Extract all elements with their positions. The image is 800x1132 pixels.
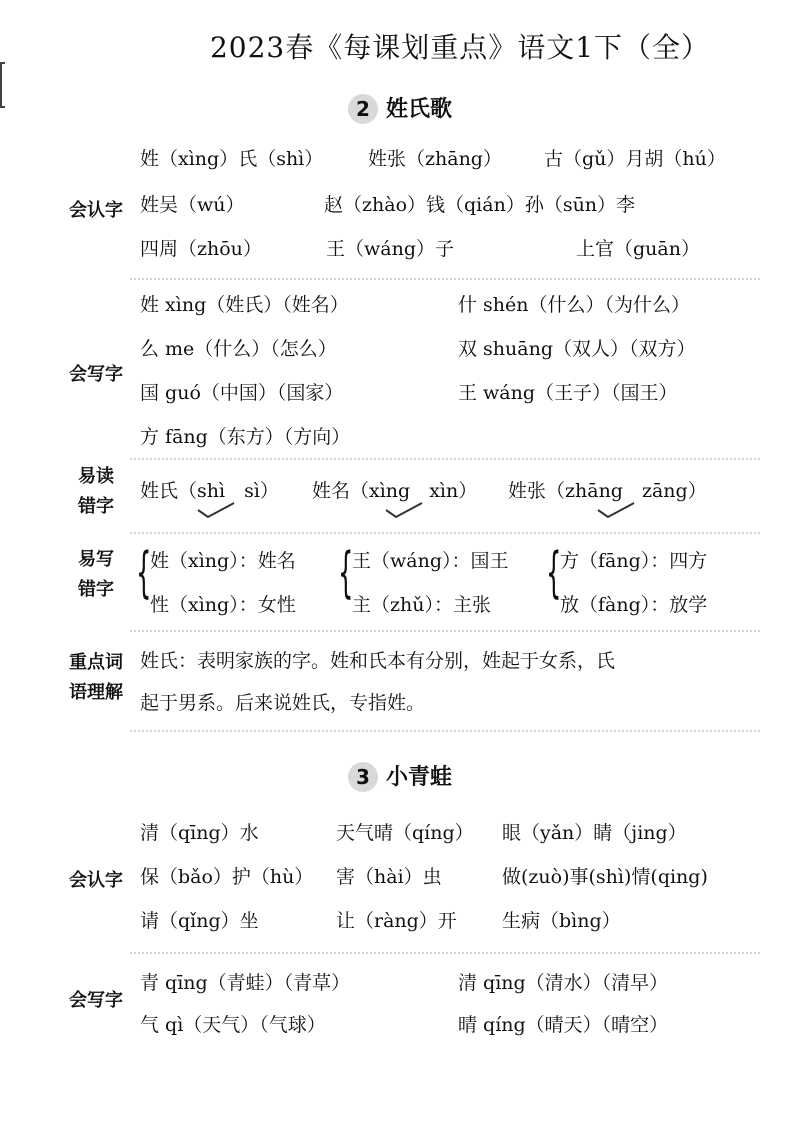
recognize-entry: 清（qīng）水 xyxy=(140,822,259,844)
recognize-entry: 让（ràng）开 xyxy=(336,910,457,932)
key-terms-line: 起于男系。后来说姓氏，专指姓。 xyxy=(140,692,426,714)
recognize-entry: 眼（yǎn）睛（jing） xyxy=(502,822,687,844)
write-row xyxy=(140,334,770,368)
lesson-3-name: 小青蛙 xyxy=(385,765,452,790)
key-terms-label xyxy=(58,648,134,708)
brace-icon: { xyxy=(338,541,354,604)
recognize-label: 会认字 xyxy=(69,200,123,221)
write-entry: 清 qīng（清水）（清早） xyxy=(458,972,669,994)
recognize-row xyxy=(140,234,770,268)
recognize-entry: 保（bǎo）护（hù） xyxy=(140,866,314,888)
write-label: 会写字 xyxy=(69,364,123,385)
recognize-entry: 请（qǐng）坐 xyxy=(140,910,259,932)
recognize-entry: 赵（zhào）钱（qián）孙（sūn）李 xyxy=(324,194,636,216)
miswrite-entry: 性（xìng）：女性 xyxy=(150,594,296,616)
recognize-entry: 天气晴（qíng） xyxy=(336,822,474,844)
page-title: 2023春《每课划重点》语文1下（全） xyxy=(209,31,711,64)
recognize-entry: 古（gǔ）月胡（hú） xyxy=(544,148,726,170)
write-entry: 气 qì（天气）（气球） xyxy=(140,1014,326,1036)
section-divider xyxy=(130,278,760,280)
misread-entry: 姓名（xìng xìn） xyxy=(312,480,478,502)
miswrite-label-line: 错字 xyxy=(78,579,114,600)
brace-icon: { xyxy=(546,541,562,604)
checkmark-icon xyxy=(596,500,636,520)
section-divider xyxy=(130,630,760,632)
write-entry: 什 shén（什么）（为什么） xyxy=(458,294,691,316)
recognize-label: 会认字 xyxy=(69,870,123,891)
miswrite-entry: 放（fàng）：放学 xyxy=(560,594,708,616)
misread-entry: 姓张（zhāng zāng） xyxy=(508,480,707,502)
recognize-entry: 姓（xìng）氏（shì） xyxy=(140,148,324,170)
write-entry: 晴 qíng（晴天）（晴空） xyxy=(458,1014,669,1036)
write-label: 会写字 xyxy=(69,990,123,1011)
miswrite-label-line: 易写 xyxy=(78,549,114,570)
write-entry: 国 guó（中国）（国家） xyxy=(140,382,344,404)
write-row xyxy=(140,1010,770,1044)
lesson-2-number-badge: 2 xyxy=(348,94,378,124)
write-row xyxy=(140,422,770,456)
miswrite-entry: 王（wáng）：国王 xyxy=(352,550,509,572)
lesson-3-heading xyxy=(0,760,800,792)
recognize-entry: 四周（zhōu） xyxy=(140,238,262,260)
write-entry: 青 qīng（青蛙）（青草） xyxy=(140,972,351,994)
write-entry: 么 me（什么）（怎么） xyxy=(140,338,337,360)
section-divider xyxy=(130,952,760,954)
checkmark-icon xyxy=(196,500,236,520)
recognize-row xyxy=(140,144,770,178)
miswrite-entry: 主（zhǔ）：主张 xyxy=(352,594,491,616)
key-terms-label-line: 语理解 xyxy=(69,682,123,703)
key-terms-label-line: 重点词 xyxy=(69,652,123,673)
misread-label-line: 错字 xyxy=(78,496,114,517)
miswrite-label xyxy=(58,545,134,605)
section-divider xyxy=(130,730,760,732)
write-row xyxy=(140,378,770,412)
recognize-row xyxy=(140,906,770,940)
recognize-row xyxy=(140,818,770,852)
recognize-row xyxy=(140,190,770,224)
miswrite-entry: 姓（xìng）：姓名 xyxy=(150,550,296,572)
write-entry: 姓 xìng（姓氏）（姓名） xyxy=(140,294,349,316)
recognize-entry: 做(zuò)事(shì)情(qing) xyxy=(502,866,708,888)
brace-icon: { xyxy=(136,541,152,604)
key-terms-explanation xyxy=(140,640,760,724)
section-divider xyxy=(130,532,760,534)
write-entry: 双 shuāng（双人）（双方） xyxy=(458,338,696,360)
misread-label-line: 易读 xyxy=(78,466,114,487)
write-row xyxy=(140,968,770,1002)
recognize-entry: 姓张（zhāng） xyxy=(368,148,502,170)
recognize-entry: 上官（guān） xyxy=(576,238,700,260)
recognize-entry: 王（wáng）子 xyxy=(326,238,454,260)
recognize-row xyxy=(140,862,770,896)
section-divider xyxy=(130,458,760,460)
write-entry: 方 fāng（东方）（方向） xyxy=(140,426,351,448)
recognize-entry: 生病（bìng） xyxy=(502,910,621,932)
misread-label xyxy=(58,462,134,522)
lesson-3-number-badge: 3 xyxy=(348,762,378,792)
lesson-2-name: 姓氏歌 xyxy=(385,97,452,122)
recognize-entry: 害（hài）虫 xyxy=(336,866,442,888)
miswrite-groups xyxy=(136,541,770,620)
misread-entry: 姓氏（shì sì） xyxy=(140,480,279,502)
write-entry: 王 wáng（王子）（国王） xyxy=(458,382,678,404)
recognize-entry: 姓吴（wú） xyxy=(140,194,245,216)
write-row xyxy=(140,290,770,324)
key-terms-line: 姓氏：表明家族的字。姓和氏本有分别，姓起于女系，氏 xyxy=(140,650,616,672)
miswrite-entry: 方（fāng）：四方 xyxy=(560,550,708,572)
lesson-2-heading xyxy=(0,92,800,124)
checkmark-icon xyxy=(384,500,424,520)
